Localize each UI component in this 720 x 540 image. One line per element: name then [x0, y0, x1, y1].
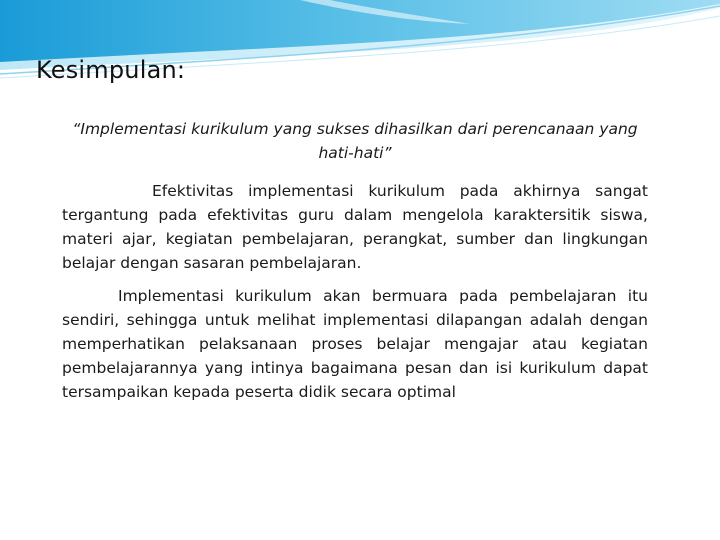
quote-text: “Implementasi kurikulum yang sukses dihasilkan dari perencanaan yang hati-hati”: [72, 120, 638, 162]
slide-title: Kesimpulan:: [36, 56, 186, 84]
slide-body: [62, 117, 648, 413]
paragraph-implementation: Implementasi kurikulum akan bermuara pada pembelajaran itu sendiri, sehingga untuk melihat implementasi dilapangan adalah dengan memperhatikan pelaksanaan proses belajar mengajar atau kegiatan pembelajarannya yang intinya bagaimana pesan dan isi kurikulum dapat tersampaikan kepada peserta didik secara optimal: [62, 287, 648, 401]
paragraph-effectiveness: Efektivitas implementasi kurikulum pada akhirnya sangat tergantung pada efektivitas guru dalam mengelola karaktersitik siswa, materi ajar, kegiatan pembelajaran, perangkat, sumber dan lingkungan belajar dengan sasaran pembelajaran.: [62, 182, 648, 272]
